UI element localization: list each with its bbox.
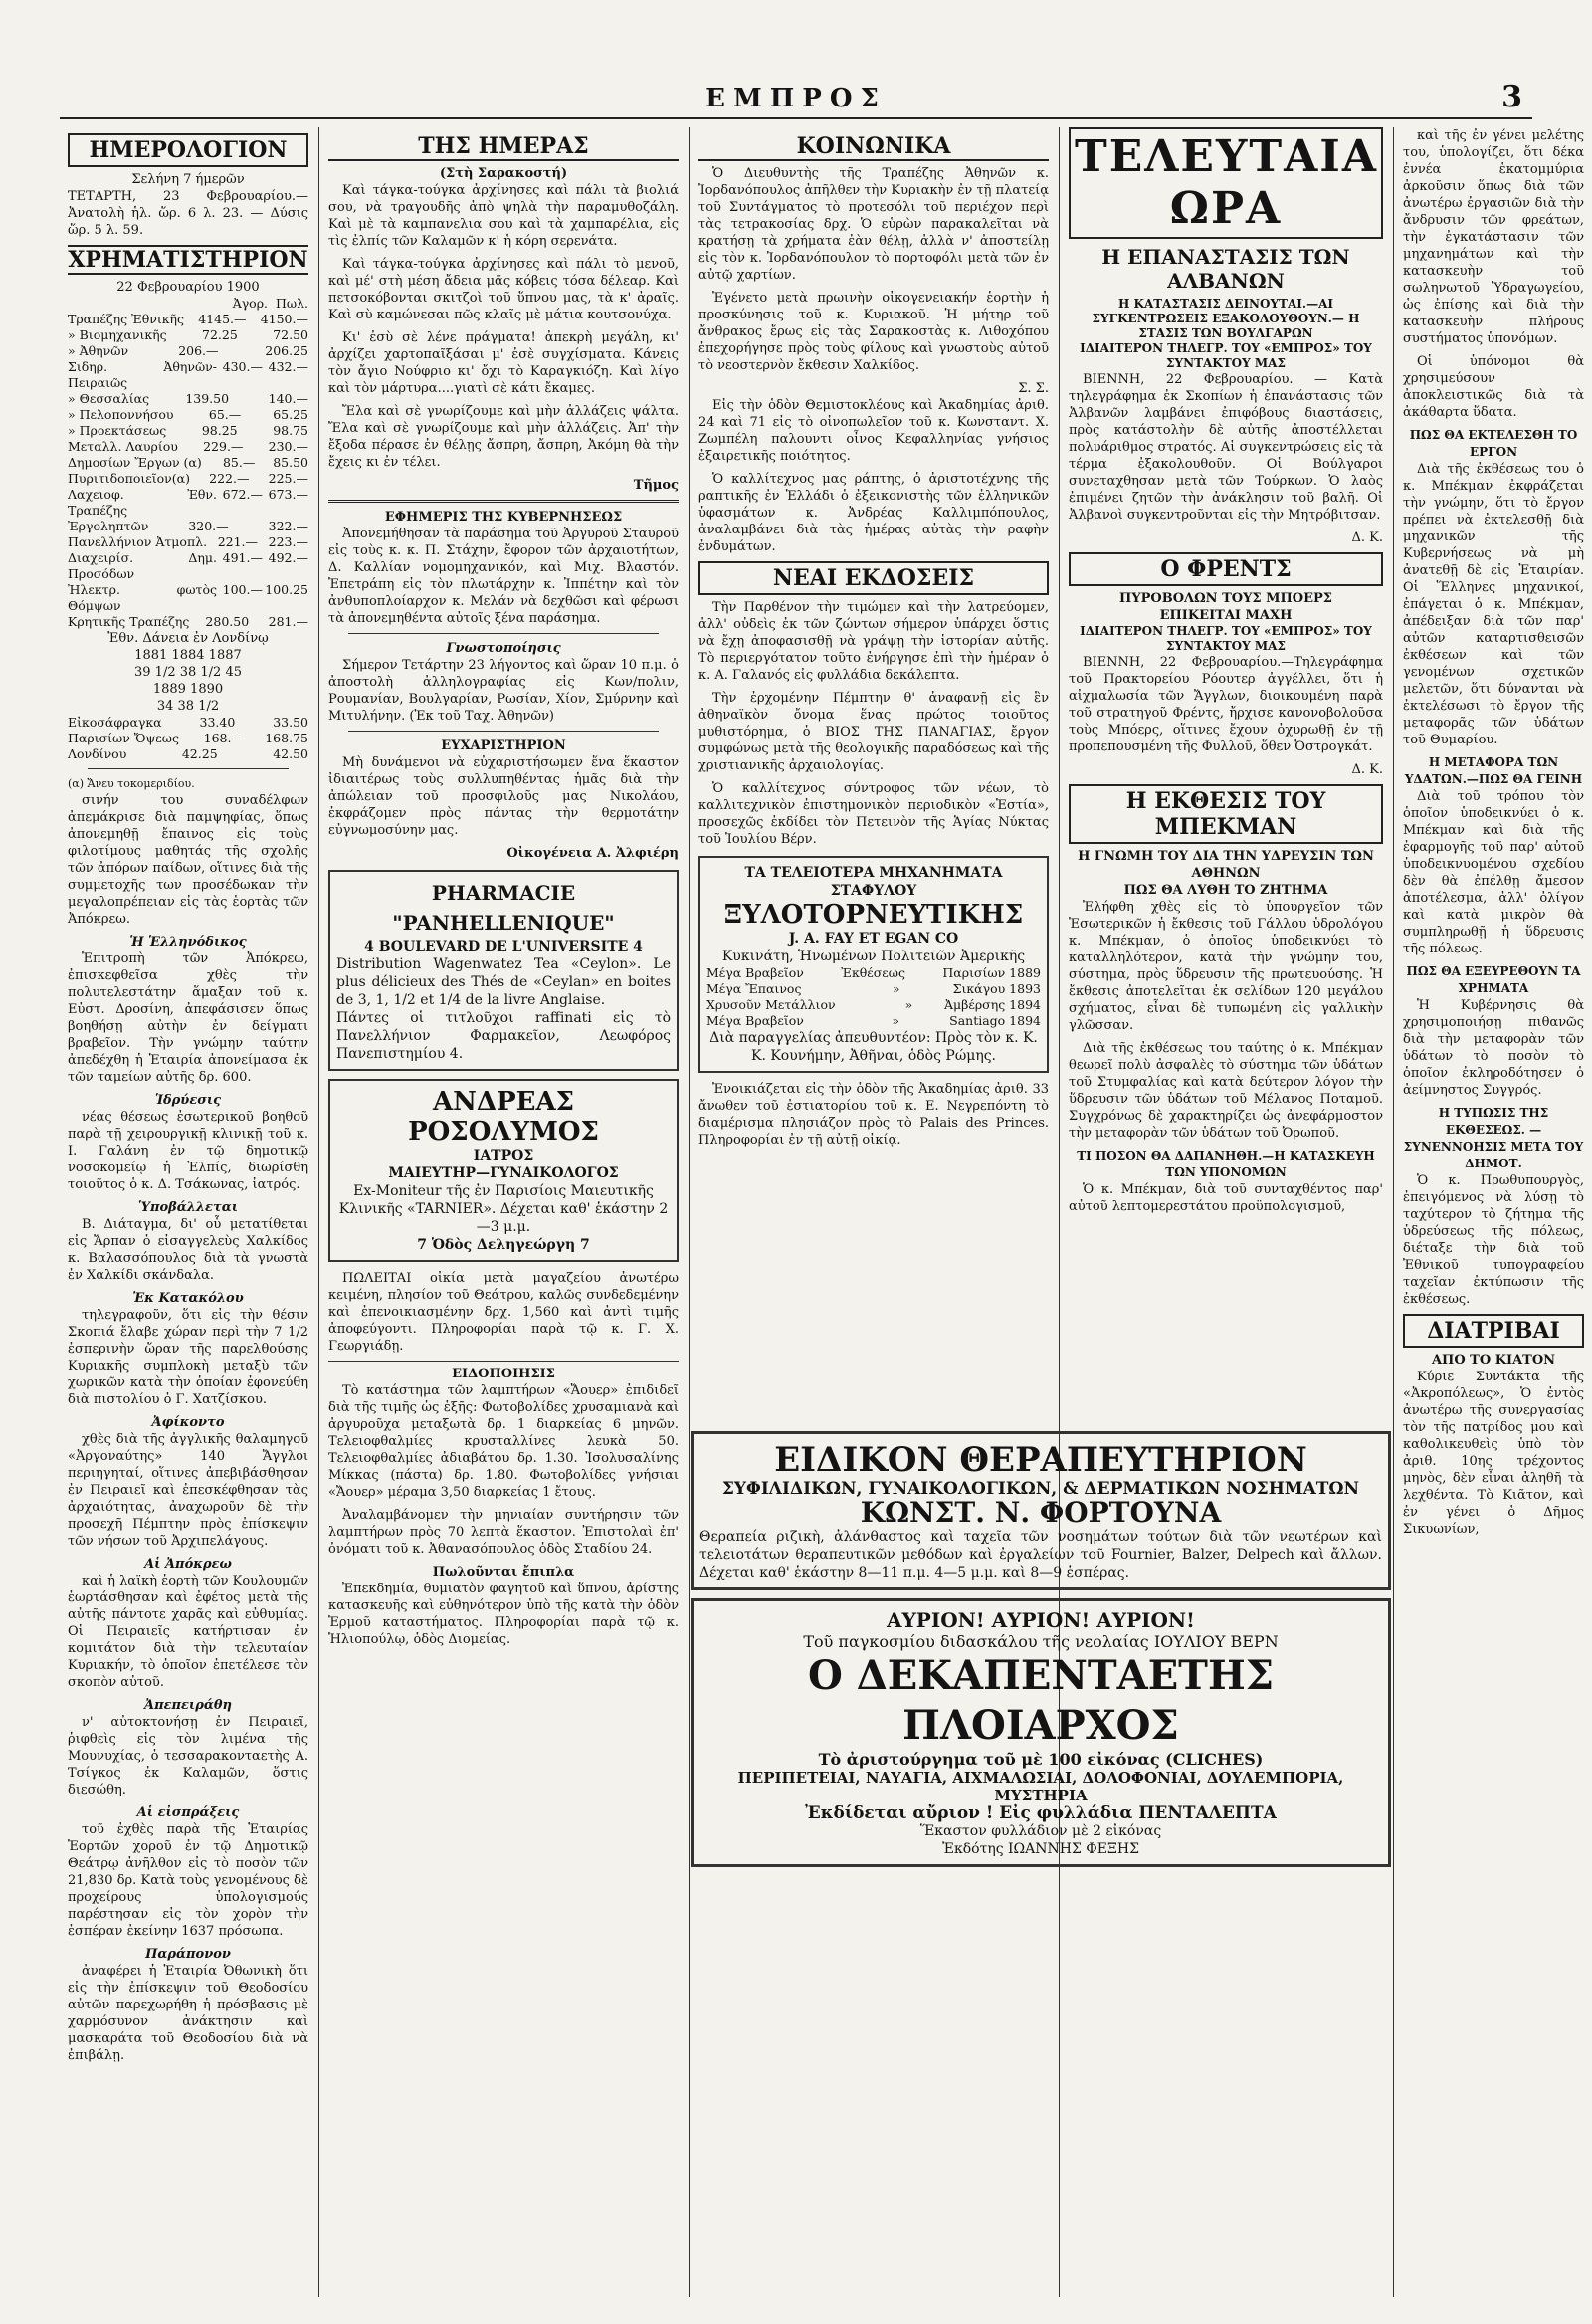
table-cell-value: 280.50 <box>205 614 250 629</box>
column-calendar-bourse <box>60 127 316 2297</box>
telegram-label: ΙΔΙΑΙΤΕΡΟΝ ΤΗΛΕΓΡ. ΤΟΥ «ΕΜΠΡΟΣ» ΤΟΥ ΣΥΝΤΑΚΤΟΥ ΜΑΣ <box>1080 624 1372 653</box>
table-row <box>68 312 308 327</box>
table-cell-value: 492.— <box>268 550 308 565</box>
machinery-title-2: ΞΥΛΟΤΟΡΝΕΥΤΙΚΗΣ <box>723 900 1024 930</box>
column-of-the-day <box>320 127 687 2297</box>
table-cell-value: 100.25 <box>265 582 308 597</box>
table-row <box>68 550 308 582</box>
news-heading: Ἀφίκοντο <box>151 1415 225 1430</box>
beckman-title: Η ΕΚΘΕΣΙΣ ΤΟΥ ΜΠΕΚΜΑΝ <box>1069 784 1383 844</box>
news-heading: Ἡ Ἑλληνόδικος <box>129 935 247 950</box>
verne-ad <box>691 1598 1391 1867</box>
editions-paragraph: Ὁ καλλίτεχνος σύντροφος τῶν νέων, τὸ καλλιτεχνικὸν ἐπιστημονικὸν περιοδικὸν «Ἑστία», προσεχῶς ἐκδίδει τὸν Πετεινὸν τῆς Ἁγίας Νύκτας τοῦ Ἰουλίου Βέρν. <box>698 781 1049 847</box>
table-cell-name: Σιδηρ. Ἀθηνῶν-Πειραιῶς <box>68 359 217 390</box>
table-cell-name: » Θεσσαλίας <box>68 391 150 406</box>
beckman-subtitle: Η ΓΝΩΜΗ ΤΟΥ ΔΙΑ ΤΗΝ ΥΔΡΕΥΣΙΝ ΤΩΝ ΑΘΗΝΩΝ <box>1078 849 1374 881</box>
bourse-date: 22 Φεβρουαρίου 1900 <box>116 280 260 295</box>
table-row <box>68 731 308 746</box>
table-cell-value: 4150.— <box>260 312 308 326</box>
diatribes-subtitle: ΑΠΟ ΤΟ ΚΙΑΤΟΝ <box>1431 1353 1556 1368</box>
table-cell-value: 98.25 <box>201 423 238 438</box>
header-rule <box>60 117 1532 119</box>
loans-title: Ἐθν. Δάνεια ἐν Λονδίνῳ <box>107 631 269 646</box>
poem-stanza: Ἔλα καὶ σὲ γνωρίζουμε καὶ μὴν ἀλλάζεις ψάλτα. Ἔλα καὶ σὲ γνωρίζουμε καὶ μὴν ἀλλάζεις. Ἀπ' τὴν ἔξοδα πέρασε ἐν θέλῃς ἄσπρη, ἄσπρη, Ἀκόμη θὰ τὴν ἔχεις κι ἐν τέλει. <box>328 404 679 470</box>
thanks-title: ΕΥΧΑΡΙΣΤΗΡΙΟΝ <box>441 739 566 753</box>
separator <box>348 633 659 634</box>
beckman-text: Διὰ τῆς ἐκθέσεως του ταύτης ὁ κ. Μπέκμαν θεωρεῖ πολὺ ἀσφαλὲς τὸ σύστημα τῶν ὑδάτων τοῦ Στυμφαλίας καὶ κατὰ δεύτερον λόγον τὴν ὕδρευσιν τῶν ὑδάτων τοῦ Μέλανος Ποταμοῦ. Συγχρόνως δὲ χαρακτηρίζει ὡς ἀνεφάρμοστον τὴν μεταφορὰν τῶν ὑδάτων τοῦ Ὀρωποῦ. <box>1069 1041 1383 1141</box>
notice-text: Ἀναλαμβάνομεν τὴν μηνιαίαν συντήρησιν τῶν λαμπτήρων πρὸς 70 λεπτὰ ἕκαστον. Ἐπιστολαὶ ἐπ' ὀνόματι τοῦ κ. Ἀθανασόπουλος ὁδὸς Σταδίου 24. <box>328 1508 679 1557</box>
column-last-hour <box>1061 127 1391 1411</box>
beckman-cont-text: Ὁ κ. Πρωθυπουργὸς, ἐπειγόμενος νὰ λύσῃ τὸ ταχύτερον τὸ ζήτημα τῆς ὑδρεύσεως τῆς πόλεως, διέταξε τὴν διὰ τοῦ Ἐθνικοῦ τυπογραφείου ταχεῖαν ἐκτύπωσιν τῆς ἐκθέσεως. <box>1403 1173 1584 1307</box>
last-hour-title: ΤΕΛΕΥΤΑΙΑ ΩΡΑ <box>1069 127 1383 239</box>
table-cell-name: Εἰκοσάφραγκα <box>68 715 162 730</box>
table-cell-value: 72.50 <box>273 327 308 342</box>
table-cell-name: Λαχειοφ. Ἐθν. Τραπέζης <box>68 487 217 518</box>
table-cell-name: Ἠλεκτρ. φωτὸς Θόμψων <box>68 582 217 613</box>
table-row <box>706 965 1041 981</box>
masthead: ΕΜΠΡΟΣ <box>705 84 887 113</box>
signature: Σ. Σ. <box>1018 381 1049 396</box>
news-heading: Ἐκ Κατακόλου <box>132 1291 244 1306</box>
editions-paragraph: Τὴν ἐρχομένην Πέμπτην θ' ἀναφανῇ εἰς ἓν ἀθηναϊκὸν ὄνομα ἕνας πρώτος τοιοῦτος μυθιστόρημα, ὁ ΒΙΟΣ ΤΗΣ ΠΑΝΑΓΙΑΣ, ἔργον συμφώνως μετὰ τῆς θεολογικῆς παραδόσεως καὶ τῆς χριστιανικῆς ἀρχαιολογίας. <box>698 691 1049 773</box>
news-paragraph: ν' αὐτοκτονήσῃ ἐν Πειραιεῖ, ῥιφθεὶς εἰς τὸν λιμένα τῆς Μουνυχίας, ὁ τεσσαρακονταετὴς Α. Τσίγκος ἐκ Καλαμῶν, ὅστις διεσώθη. <box>68 1715 308 1797</box>
machinery-title: ΤΑ ΤΕΛΕΙΟΤΕΡΑ ΜΗΧΑΝΗΜΑΤΑ ΣΤΑΦΥΛΟΥ <box>744 865 1003 899</box>
table-cell-name: Λονδίνου <box>68 746 127 761</box>
table-cell-value: 206.25 <box>265 343 308 358</box>
table-cell-value: 65.25 <box>273 407 308 422</box>
doctor-ad <box>328 1079 679 1262</box>
table-cell-value: 673.— <box>268 487 308 502</box>
clinic-subtitle: ΣΥΦΙΛΙΔΙΚΩΝ, ΓΥΝΑΙΚΟΛΟΓΙΚΩΝ, & ΔΕΡΜΑΤΙΚΩΝ ΝΟΣΗΜΑΤΩΝ <box>721 1479 1360 1499</box>
beckman-cont-text: Διὰ τοῦ τρόπου τὸν ὁποῖον ὑποδεικνύει ὁ κ. Μπέκμαν καὶ διὰ τῆς ἐφαρμογῆς τοῦ παρ' αὐτοῦ ὑποδεικνυομένου σχεδίου δὲν θὰ ἐπέλθῃ ἄμεσον ἀποτέλεσμα, ἀλλ' ὀλίγον καὶ κατὰ μικρὸν θὰ συμπληρωθῇ ἡ ὕδρευσις τῆς πόλεως. <box>1403 789 1584 956</box>
table-row <box>68 359 308 391</box>
news-paragraph: ἀναφέρει ἡ Ἑταιρία Ὀθωνικὴ ὅτι εἰς τὴν ἐπίσκεψιν τοῦ Θεοδοσίου αὐτῶν παρεχωρήθη ἡ πρόσβασις μὲ χαρμόσυνον ἀνάκτησιν καὶ μασκαράτα τοῦ Θεοδοσίου διὰ νὰ ἐπιβάλῃ. <box>68 1964 308 2063</box>
table-cell-name: Δημοσίων Ἔργων (α) <box>68 455 202 470</box>
clinic-doctor: ΚΩΝΣΤ. Ν. ΦΟΡΤΟΥΝΑ <box>860 1496 1222 1529</box>
table-row <box>68 327 308 343</box>
separator <box>348 731 659 732</box>
table-cell-name: Πυριτιδοποιεῖον(α) <box>68 471 190 486</box>
news-paragraph: καὶ ἡ λαϊκὴ ἑορτὴ τῶν Κουλουμῶν ἑωρτάσθησαν καὶ ἐφέτος μετὰ τῆς αὐτῆς πάντοτε χαρᾶς καὶ εὐθυμίας. Οἱ Πειραιεῖς κατήρτισαν ἐν κομιτάτον διὰ τὴν τελευταίαν Κυριακήν, τὸ ὁποῖον ἐπετέλεσε τὸν σκοπὸν αὐτοῦ. <box>68 1574 308 1690</box>
table-cell-name: Μέγα Βραβεῖον <box>706 1013 804 1028</box>
machinery-company: J. A. FAY ET EGAN CO <box>788 931 959 947</box>
signature: Δ. Κ. <box>1351 762 1383 777</box>
french-subtitle: ΠΥΡΟΒΟΛΩΝ ΤΟΥΣ ΜΠΟΕΡΣ <box>1119 591 1332 606</box>
table-cell-value: 33.50 <box>273 715 308 730</box>
table-row <box>68 343 308 359</box>
gazette-title: ΕΦΗΜΕΡΙΣ ΤΗΣ ΚΥΒΕΡΝΗΣΕΩΣ <box>384 510 623 525</box>
rent-ad: Ἐνοικιάζεται εἰς τὴν ὁδὸν τῆς Ἀκαδημίας ἀριθ. 33 ἄνωθεν τοῦ ἐστιατορίου τοῦ κ. Ε. Νεγρεπόντη τὸ διαμέρισμα πλησιάζον πρὸς τὸ Palais des Princes. Πληροφορίαι ἐν τῇ αὐτῇ οἰκίᾳ. <box>698 1082 1049 1148</box>
table-cell-value: 85.50 <box>273 455 308 470</box>
table-cell-value: 139.50 <box>185 391 230 406</box>
separator <box>88 768 289 769</box>
french-text: ΒΙΕΝΝΗ, 22 Φεβρουαρίου.—Τηλεγράφημα τοῦ Πρακτορείου Ρόουτερ ἀγγέλλει, ὅτι ἡ αἰχμαλωσία τῶν Ἄγγλων, διοικουμένη παρὰ τοῦ στρατηγοῦ Φρέντς, ἤρχισε κανονοβολοῦσα τοὺς Μπόερς, οἵτινες ἔχουν ὀχυρωθῇ ἐν τῇ προπεπουσμένη τῆς Φυλλοῦ, ὅθεν Ὀστρογκάτ. <box>1069 655 1383 754</box>
table-row <box>68 534 308 550</box>
column-rule <box>689 127 690 2297</box>
notice-title: Γνωστοποίησις <box>446 641 561 656</box>
table-cell-value: » <box>904 997 913 1012</box>
table-cell-name: » Ἀθηνῶν <box>68 343 129 358</box>
verne-publisher: Ἐκδότης ΙΩΑΝΝΗΣ ΦΕΞΗΣ <box>942 1841 1139 1857</box>
doctor-name: ΑΝΔΡΕΑΣ ΡΟΣΟΛΥΜΟΣ <box>408 1087 599 1147</box>
table-row <box>68 407 308 423</box>
verne-subtitle: Τοῦ παγκοσμίου διδασκάλου τῆς νεολαίας ΙΟΥΛΙΟΥ ΒΕΡΝ <box>803 1632 1279 1651</box>
bourse-table <box>68 312 308 630</box>
social-paragraph: Ὁ καλλίτεχνος μας ράπτης, ὁ ἀριστοτέχνης τῆς ραπτικῆς ἐν Ἑλλάδι ὁ ἐξεικονιστὴς τῶν ἑλληνικῶν ὑφασμάτων κ. Ἀνδρέας Καλλιμπόπουλος, ἀναλαμβάνει διὰ τὰς ἡμέρας αὐτὰς τὴν ραφὴν ἐνδυμάτων. <box>698 472 1049 554</box>
table-cell-value: 98.75 <box>273 423 308 438</box>
date-line: ΤΕΤΑΡΤΗ, 23 Φεβρουαρίου.—Ἀνατολὴ ἡλ. ὥρ. 6 λ. 23. — Δύσις ὥρ. 5 λ. 59. <box>68 189 308 238</box>
notice-text: Σήμερον Τετάρτην 23 λήγοντος καὶ ὥραν 10 π.μ. ὁ ἀποστολὴ ἀλληλογραφίας εἰς Κων/πολιν, Ρουμανίαν, Βουλγαρίαν, Ρωσίαν, Χίον, Σμύρνην καὶ Μιτυλήνην. (Ἐκ τοῦ Ταχ. Ἀθηνῶν) <box>328 658 679 724</box>
table-cell-value: 491.— <box>222 550 263 565</box>
table-cell-name: Μεταλλ. Λαυρίου <box>68 439 178 454</box>
beckman-text: Ὁ κ. Μπέκμαν, διὰ τοῦ συνταχθέντος παρ' αὐτοῦ λεπτομερεστάτου προϋπολογισμοῦ, <box>1069 1182 1383 1214</box>
new-editions-title: ΝΕΑΙ ΕΚΔΟΣΕΙΣ <box>698 561 1049 595</box>
table-row <box>706 981 1041 997</box>
page-number: 3 <box>1501 80 1522 114</box>
table-cell-value: 168.— <box>203 731 244 745</box>
news-heading: Ἱδρύεσις <box>154 1093 222 1108</box>
news-paragraph: τοῦ ἐχθὲς παρὰ τῆς Ἑταιρίας Ἑορτῶν χοροῦ ἐν τῷ Δημοτικῷ Θεάτρῳ ἀνῆλθον εἰς τὸ ποσὸν τῶν 21,830 δρ. Κατὰ τοὺς γενομένους δὲ προχείρους ὑπολογισμούς παρέστησαν εἰς τὸν χορὸν τὴν ἑσπέραν ἐκείνην 1637 πρόσωπα. <box>68 1822 308 1939</box>
beckman-cont-text: Διὰ τῆς ἐκθέσεως του ὁ κ. Μπέκμαν ἐκφράζεται τὴν γνώμην, ὅτι τὸ ἔργον πρέπει νὰ ἐκτελεσθῇ διὰ μηχανικῶν τῆς Κυβερνήσεως νὰ μὴ ἀνατεθῇ δὲ εἰς Ἑταιρίαν. Οἱ Ἕλληνες μηχανικοί, ἐπάγεται ὁ κ. Μπέκμαν, ἀπέδειξαν διὰ τῶν παρ' αὐτῶν καταρτισθεισῶν ἐκθέσεων καὶ τῶν γενομένων σχετικῶν μελετῶν, ὅτι δύνανται νὰ ἐκτελέσωσι τὸ ἔργον τῆς μεταφορᾶς τῶν ὑδάτων τοῦ Θυμαρίου. <box>1403 462 1584 747</box>
table-row <box>68 423 308 439</box>
doctor-text: Ex-Moniteur τῆς ἐν Παρισίοις Μαιευτικῆς Κλινικῆς «TARNIER». Δέχεται καθ' ἑκάστην 2—3 μ.μ. <box>338 1183 669 1235</box>
signature: Δ. Κ. <box>1351 530 1383 545</box>
pharmacy-note: Πάντες οἱ τιτλοῦχοι raffinati εἰς τὸ Πανελλήνιον Φαρμακεῖον, Λεωφόρος Πανεπιστημίου 4. <box>336 1010 671 1062</box>
col-head-buy: Ἀγορ. <box>232 296 269 311</box>
sale-ad: ΠΩΛΕΙΤΑΙ οἰκία μετὰ μαγαζείου ἀνωτέρω κειμένη, πλησίον τοῦ Θεάτρου, καλῶς συνδεδεμένην καὶ ἐπενοικιασμένην δρχ. 1,560 καὶ ἀντὶ τιμῆς ἀποφεύγοντι. Πληροφορίαι παρὰ τῷ κ. Γ. Χ. Γεωργιάδῃ. <box>328 1271 679 1354</box>
table-cell-value: 33.40 <box>199 715 236 730</box>
social-paragraph: Ἐγένετο μετὰ πρωινὴν οἰκογενειακήν ἑορτὴν ἡ προσκύνησις τοῦ κ. Κυριακοῦ. Ἡ μήτηρ τοῦ ἄνθρακος ἔρως εἰς τὰς Σαρακοστὰς κ. Λιθοχόπου ἐπεχορήγησε πρὸς τοὺς φίλους καὶ γνωστοὺς αὐτοῦ τὸ νεοστερνὸν ἔκθεσιν Χαλκίδος. <box>698 291 1049 373</box>
exchange-table <box>68 715 308 762</box>
column-social <box>691 127 1057 1411</box>
table-cell-value: 281.— <box>268 614 308 629</box>
moon-phase: Σελήνη 7 ήμερῶν <box>131 172 245 187</box>
table-cell-name: Χρυσοῦν Μετάλλιον <box>706 997 836 1012</box>
table-cell-value: 320.— <box>188 519 229 533</box>
table-cell-name: Διαχειρίσ. Δημ. Προσόδων <box>68 550 217 581</box>
table-cell-value: 222.— <box>209 471 250 486</box>
table-cell-value: Σικάγου 1893 <box>952 981 1041 996</box>
verne-title: Ο ΔΕΚΑΠΕΝΤΑΕΤΗΣ ΠΛΟΙΑΡΧΟΣ <box>807 1652 1275 1749</box>
table-cell-value: 221.— <box>217 534 259 549</box>
beckman-cont-text: Ἡ Κυβέρνησις θὰ χρησιμοποιήσῃ πιθανῶς διὰ τὴν μεταφορὰν τῶν ὑδάτων τὸ ποσὸν τὸ ὁποῖον ἐκληροδότησεν ὁ ἀείμνηστος Συγγρός. <box>1403 998 1584 1098</box>
table-row <box>706 997 1041 1013</box>
doctor-specialty: ΜΑΙΕΥΤΗΡ—ΓΥΝΑΙΚΟΛΟΓΟΣ <box>388 1165 619 1181</box>
verne-tomorrow: ΑΥΡΙΟΝ! ΑΥΡΙΟΝ! ΑΥΡΙΟΝ! <box>887 1608 1195 1632</box>
column-rule <box>1393 127 1394 2297</box>
machinery-city: Κυκινάτη, Ἡνωμένων Πολιτειῶν Ἀμερικῆς <box>721 949 1026 964</box>
news-paragraph: Ἐπιτροπὴ τῶν Ἀπόκρεω, ἐπισκεφθεῖσα χθὲς τὴν πολυτελεστάτην ἅμαξαν τοῦ κ. Εὐστ. Δροσίνη, ἀπεφάσισεν ὅπως βοηθήσῃ αὐτὴν ἐν δείγματι βραβεῖον. Τὴν γνώμην ταύτην ἀπεδέχθη ἡ Ἑταιρία ἀπονείμασα ἐκ τῶν ταμείων αὐτῆς δρ. 600. <box>68 951 308 1085</box>
table-row <box>68 614 308 630</box>
revolt-subtitle: Η ΚΑΤΑΣΤΑΣΙΣ ΔΕΙΝΟΥΤΑΙ.—ΑΙ ΣΥΓΚΕΝΤΡΩΣΕΙΣ ΕΞΑΚΟΛΟΥΘΟΥΝ.— Η ΣΤΑΣΙΣ ΤΩΝ ΒΟΥΛΓΑΡΩΝ <box>1092 297 1360 340</box>
table-cell-value: 225.— <box>268 471 308 486</box>
table-cell-value: 223.— <box>268 534 308 549</box>
poem-stanza: Καὶ τάγκα-τούγκα ἀρχίνησες καὶ πάλι τὸ μενοῦ, καὶ μέ' στὴ μέση ἄδεια μᾶς κόβεις τόσα δέλεαρ. Καὶ πετσοκόβονται σκιτζοὶ τοῦ ὕπνου μας, τὰ κ' ἀραῖς. Καὶ σὺ καμώνεσαι πῶς κλαῖς μὲ μάτια κουτσονύχα. <box>328 257 679 322</box>
news-paragraph: τηλεγραφοῦν, ὅτι εἰς τὴν θέσιν Σκοπιά ἔλαβε χώραν περὶ τὴν 7 1/2 ἑσπερινὴν ὥραν τῆς παρελθούσης Κυριακῆς συμπλοκὴ μεταξὺ τῶν χωρικῶν κατὰ τὴν ὁποίαν ἐφονεύθη διὰ πιστολίου ὁ Γ. Χατζίσκου. <box>68 1308 308 1407</box>
table-cell-value: » <box>892 981 900 996</box>
social-paragraph: Εἰς τὴν ὁδὸν Θεμιστοκλέους καὶ Ἀκαδημίας ἀριθ. 24 καὶ 71 εἰς τὸ οἰνοπωλεῖον τοῦ κ. Κωνσταντ. Χ. Ζωμπέλη παλουντι οἶνος Κεφαλληνίας γνήσιος ἐξαιρετικῆς ποιότητος. <box>698 398 1049 464</box>
news-paragraph: Β. Διάταγμα, δι' οὗ μετατίθεται εἰς Ἄρπαν ὁ εἰσαγγελεὺς Χαλκίδος κ. Βαλασσόπουλος διὰ τὰ γνωστὰ ἐν Χαλκίδι σκάνδαλα. <box>68 1217 308 1283</box>
news-heading: Ἀπεπειράθη <box>144 1698 232 1713</box>
loans-values-2: 34 38 1/2 <box>156 699 220 714</box>
beckman-text: Ἐλήφθη χθὲς εἰς τὸ ὑπουργεῖον τῶν Ἐσωτερικῶν ἡ ἔκθεσις τοῦ Γάλλου ὑδρολόγου κ. Μπέκμαν, ὁ ὁποῖος ὑποδεικνύει τὸ καταλληλότερον, κατὰ τὴν γνώμην του, σύστημα, πρὸς ὕδρευσιν τῆς πρωτευούσης. Ἡ ἔκθεσις ἀποτελεῖται ἐκ σελίδων 120 μεγάλου σχήματος, εἶναι δὲ τυπωμένη εἰς γαλλικὴν γλῶσσαν. <box>1069 900 1383 1033</box>
table-cell-value: 432.— <box>268 359 308 374</box>
french-title: Ο ΦΡΕΝΤΣ <box>1069 552 1383 586</box>
separator <box>328 500 679 503</box>
table-cell-value: 72.25 <box>202 327 238 342</box>
news-paragraph: σινήν του συναδέλφων ἀπεμάκρισε διὰ παμψηφίας, ὅπως ἀπονεμηθῇ ἔπαινος εἰς τοὺς φιλοτίμους μαθητάς τῆς σχολῆς τῶν ἀπόρων παίδων, οἵτινες διὰ τῆς συμμετοχῆς των προσέδωκαν τὴν μεγαλοπρέπειαν εἰς τὰς ἑορτὰς τῶν Ἀπόκρεω. <box>68 793 308 927</box>
telegram-label: ΙΔΙΑΙΤΕΡΟΝ ΤΗΛΕΓΡ. ΤΟΥ «ΕΜΠΡΟΣ» ΤΟΥ ΣΥΝΤΑΚΤΟΥ ΜΑΣ <box>1080 341 1372 370</box>
beckman-cont-text: Οἱ ὑπόνομοι θὰ χρησιμεύσουν ἀποκλειστικῶς διὰ τὰ ἀκάθαρτα ὕδατα. <box>1403 354 1584 420</box>
verne-illustrations: Τὸ ἀριστούργημα τοῦ μὲ 100 εἰκόνας (CLICHES) <box>818 1750 1264 1769</box>
editions-paragraph: Τὴν Παρθένον τὴν τιμώμεν καὶ τὴν λατρεύομεν, ἀλλ' οὐδεὶς ἐκ τῶν ζώντων σήμερον ὑπάρχει ὅστις νὰ ἔχῃ ἀποφασισθῇ νὰ γράψῃ τὴν ἱστορίαν αὐτῆς. Τὸ περιεργότατον τοῦτο ἐνήργησε ἐπὶ τὴν ἡμέραν ὁ κ. Α. Γαλανός εἰς φυλλάδια δεκάλεπτα. <box>698 600 1049 683</box>
clinic-text: Θεραπεία ριζικὴ, ἀλάνθαστος καὶ ταχεῖα τῶν νοσημάτων τούτων διὰ τῶν νεωτέρων καὶ τελειοτάτων θεραπευτικῶν μεθόδων καὶ ἐργαλείων τοῦ Fournier, Balzer, Delpech καὶ ἄλλων. Δέχεται καθ' ἑκάστην 8—11 π.μ. 4—5 μ.μ. καὶ 8—9 ἑσπέρας. <box>699 1529 1382 1581</box>
table-cell-value: 672.— <box>222 487 263 502</box>
table-row <box>68 455 308 471</box>
table-cell-value: 4145.— <box>198 312 247 326</box>
table-cell-name: Μέγα Βραβεῖον <box>706 965 804 980</box>
table-row <box>68 487 308 519</box>
poem-signature: Τῆμος <box>633 478 679 493</box>
table-row <box>68 391 308 407</box>
col-head-sell: Πωλ. <box>276 296 308 311</box>
diatribes-text: Κύριε Συντάκτα τῆς «Ἀκροπόλεως», Ὁ ἐντὸς ἀνωτέρω τῆς συνεργασίας τὸν τῆς πατρίδος μου καὶ καθολικευθεὶς ὑπὸ τὸν ἀριθ. 10ης τρέχοντος μηνὸς, δὲν εἶναι ἀληθῆ τὰ λεχθέντα. Τὸ Κιᾶτον, καὶ ἐν γένει ὁ Δῆμος Σικυωνίων, <box>1403 1370 1584 1537</box>
section-title: ΚΟΙΝΩΝΙΚΑ <box>698 133 1049 161</box>
subheading: Η ΤΥΠΩΣΙΣ ΤΗΣ ΕΚΘΕΣΕΩΣ. — ΣΥΝΕΝΝΟΗΣΙΣ ΜΕΤΑ ΤΟΥ ΔΗΜΟΤ. <box>1403 1106 1584 1170</box>
subheading: ΠΩΣ ΘΑ ΕΞΕΥΡΕΘΟΥΝ ΤΑ ΧΡΗΜΑΤΑ <box>1406 964 1581 995</box>
loans-years-2: 1889 1890 <box>152 682 224 697</box>
column-beckman-cont <box>1395 127 1592 2297</box>
table-cell-name: Μέγα Ἔπαινος <box>706 981 802 996</box>
table-cell-value: » <box>892 1013 899 1028</box>
social-paragraph: Ὁ Διευθυντὴς τῆς Τραπέζης Ἀθηνῶν κ. Ἰορδανόπουλος ἀπῆλθεν τὴν Κυριακὴν ἐν τῇ πλατείᾳ τοῦ Συντάγματος τὸ προτεσόλι τοῦ περιέχον περὶ τὰς τετρακοσίας δρχ. Ὁ εὑρὼν παρακαλεῖται νὰ κρατήσῃ τὰ χρήματα ἐὰν θέλῃ, ἀλλὰ ν' ἀποστείλῃ εἰς τὸν κ. Ἰορδανόπουλον τὸ πορτοφόλι μετὰ τῶν ἐν αὐτῷ χαρτίων. <box>698 166 1049 283</box>
table-cell-value: 430.— <box>222 359 263 374</box>
table-cell-name: Κρητικῆς Τραπέζης <box>68 614 190 629</box>
clinic-title: ΕΙΔΙΚΟΝ ΘΕΡΑΠΕΥΤΗΡΙΟΝ <box>774 1440 1307 1480</box>
wide-ads <box>691 1423 1391 1875</box>
table-cell-value: 140.— <box>268 391 308 406</box>
thanks-text: Μὴ δυνάμενοι νὰ εὐχαριστήσωμεν ἕνα ἕκαστον ἰδιαιτέρως τοὺς συλλυπηθέντας ἡμᾶς διὰ τὴν ἀπώλειαν τοῦ προσφιλοῦς μας Νικολάου, ἐκφράζομεν πρὸς πάντας τὴν θερμοτάτην εὐγνωμοσύνην μας. <box>328 755 679 838</box>
table-cell-value: 168.75 <box>265 731 308 745</box>
column-rule <box>1059 127 1060 2297</box>
table-cell-value: Santiago 1894 <box>949 1013 1041 1028</box>
calendar-title: ΗΜΕΡΟΛΟΓΙΟΝ <box>68 133 308 167</box>
table-cell-name: » Βιομηχανικῆς <box>68 327 167 342</box>
bourse-title: ΧΡΗΜΑΤΙΣΤΗΡΙΟΝ <box>68 247 308 273</box>
table-cell-name: Πανελλήνιον Ἀτμοπλ. <box>68 534 208 549</box>
verne-publication: Ἐκδίδεται αὔριον ! Εἰς φυλλάδια ΠΕΝΤΑΛΕΠΤΑ <box>805 1803 1277 1823</box>
poem-subtitle: (Στὴ Σαρακοστή) <box>439 166 568 181</box>
thanks-signature: Οἰκογένεια Α. Ἀλφιέρη <box>506 846 679 861</box>
machinery-ad <box>698 856 1049 1073</box>
table-cell-value: Ἀμβέρσης 1894 <box>943 997 1041 1012</box>
subheading: Η ΜΕΤΑΦΟΡΑ ΤΩΝ ΥΔΑΤΩΝ.—ΠΩΣ ΘΑ ΓΕΙΝΗ <box>1404 755 1583 786</box>
news-paragraph: νέας θέσεως ἐσωτερικοῦ βοηθοῦ παρὰ τῇ χειρουργικῇ κλινικῇ τοῦ κ. Ι. Γαλάνη ἐν τῷ δημοτικῷ νοσοκομείῳ ἡ Ἑλπίς, διωρίσθη τοιοῦτος ὁ κ. Δ. Τσάκωνας, ἰατρός. <box>68 1110 308 1192</box>
table-cell-value: 206.— <box>178 343 219 358</box>
section-title: ΤΗΣ ΗΜΕΡΑΣ <box>328 133 679 161</box>
beckman-subtitle-2: ΠΩΣ ΘΑ ΛΥΘΗ ΤΟ ΖΗΤΗΜΑ <box>1123 883 1328 898</box>
beckman-cont-text: καὶ τῆς ἐν γένει μελέτης του, ὑπολογίζει, ὅτι δέκα ἐννέα ἑκατομμύρια ἀρκοῦσιν ὅπως διὰ τῶν ἀνωτέρω ἐργασιῶν διὰ τὴν ἄνδρυσιν τῶν φρεάτων, τὴν ἐγκατάστασιν τῶν μηχανημάτων καὶ τὴν κατασκευὴν τοῦ σωληνωτοῦ Ὑδραγωγείου, ὡς ἐπίσης καὶ διὰ τὴν κατασκευὴν πλήρους συστήματος ὑπονόμων. <box>1403 128 1584 346</box>
news-paragraph: χθὲς διὰ τῆς ἀγγλικῆς θαλαμηγοῦ «Ἀργοναύτης» 140 Ἄγγλοι περιηγηταί, οἵτινες ἀπεβιβάσθησαν ἐν Πειραιεῖ καὶ ἐπεσκέφθησαν τὰς ἀρχαιότητας, ἀναχωροῦν δὲ τὴν προσεχῆ Πέμπτην πρὸς ἐπίσκεψιν τῶν νήσων τοῦ Ἀρχιπελάγους. <box>68 1432 308 1549</box>
beckman-subtitle-3: ΤΙ ΠΟΣΟΝ ΘΑ ΔΑΠΑΝΗΘΗ.—Η ΚΑΤΑΣΚΕΥΗ ΤΩΝ ΥΠΟΝΟΜΩΝ <box>1077 1149 1375 1179</box>
page-header <box>0 0 1592 119</box>
news-heading: Αἱ εἰσπράξεις <box>136 1805 240 1820</box>
machinery-note: Διὰ παραγγελίας ἀπευθυντέον: Πρὸς τὸν κ. Κ. Κ. Κουνήμην, Ἀθῆναι, ὁδὸς Ρώμης. <box>709 1030 1038 1064</box>
news-heading: Αἱ Ἀπόκρεω <box>144 1557 232 1572</box>
pharmacy-text: Distribution Wagenwatez Tea «Ceylon». Le plus délicieux des Thés de «Ceylan» en boites de 3, 1, 1/2 et 1/4 de la livre Anglaise. <box>336 956 671 1008</box>
notice-title: ΕΙΔΟΠΟΙΗΣΙΣ <box>328 1361 679 1382</box>
pharmacy-title: PHARMACIE "PANHELLENIQUE" <box>392 881 615 935</box>
bourse-heads <box>68 296 308 312</box>
footnote: (α) Ἄνευ τοκομεριδίου. <box>68 777 195 790</box>
column-rule <box>318 127 319 2297</box>
news-heading: Παράπονον <box>145 1947 231 1962</box>
furniture-title: Πωλοῦνται ἔπιπλα <box>432 1565 575 1580</box>
table-row <box>68 746 308 762</box>
table-cell-value: 230.— <box>268 439 308 454</box>
table-cell-name: Παρισίων Ὄψεως <box>68 731 179 745</box>
table-row <box>68 582 308 614</box>
french-subtitle-2: ΕΠΙΚΕΙΤΑΙ ΜΑΧΗ <box>1159 608 1293 623</box>
loans-years: 1881 1884 1887 <box>134 648 242 663</box>
pharmacy-address: 4 BOULEVARD DE L'UNIVERSITE 4 <box>364 939 643 954</box>
table-cell-value: 85.— <box>222 455 256 470</box>
table-cell-name: » Πελοποννήσου <box>68 407 174 422</box>
table-cell-value: 42.25 <box>181 746 218 761</box>
revolt-text: ΒΙΕΝΝΗ, 22 Φεβρουαρίου. — Κατὰ τηλεγράφημα ἐκ Σκοπίων ἡ ἐπανάστασις τῶν Ἀλβανῶν λαμβάνει ἐπιφόβους διαστάσεις, πρὸς κατάστολὴν δὲ αὐτῆς ἀποστέλλεται πολυάριθμος στρατός. Αἱ συγκεντρώσεις εἰς τὰ τέρμα ἐξακολουθοῦν. Οἱ Βούλγαροι συνεταχθησαν μετὰ τῶν Τούρκων. Ὁ λαὸς ἐπιμένει ζητῶν τὴν ἀνάκλησιν τοῦ βαλῆ. Οἱ Ἀλβανοὶ συγκεντροῦνται εἰς τὴν Μητρόβιτσαν. <box>1069 372 1383 523</box>
verne-genres: ΠΕΡΙΠΕΤΕΙΑΙ, ΝΑΥΑΓΙΑ, ΑΙΧΜΑΛΩΣΙΑΙ, ΔΟΛΟΦΟΝΙΑΙ, ΔΟΥΛΕΜΠΟΡΙΑ, ΜΥΣΤΗΡΙΑ <box>737 1769 1344 1804</box>
table-row <box>68 439 308 455</box>
loans-values: 39 1/2 38 1/2 45 <box>134 665 242 680</box>
poem-stanza: Καὶ τάγκα-τούγκα ἀρχίνησες καὶ πάλι τὰ βιολιά σου, νὰ τραγουδῆς ἀπὸ ψηλὰ τὴν παραμυθοζάλη. Καὶ μὲ τὰ καμπανελια σου καὶ τὰ χαμπαρέλια, εἰς τὶς ἐλπίς τῶν Καλαμῶν κ' ἡ κόρη σερενάτα. <box>328 183 679 249</box>
table-cell-name: » Προεκτάσεως <box>68 423 167 438</box>
clinic-ad <box>691 1431 1391 1590</box>
table-cell-name: Τραπέζης Ἐθνικῆς <box>68 312 185 326</box>
revolt-title: Η ΕΠΑΝΑΣΤΑΣΙΣ ΤΩΝ ΑΛΒΑΝΩΝ <box>1101 245 1350 293</box>
table-cell-value: 42.50 <box>273 746 308 761</box>
table-cell-name: Ἐργοληπτῶν <box>68 519 149 533</box>
table-cell-value: 100.— <box>222 582 263 597</box>
doctor-role: ΙΑΤΡΟΣ <box>473 1148 534 1163</box>
table-cell-value: Ἐκθέσεως <box>841 965 905 980</box>
table-cell-value: 65.— <box>208 407 242 422</box>
news-heading: Ὑποβάλλεται <box>138 1200 238 1215</box>
furniture-text: Ἐπεκδημία, θυμιατὸν φαγητοῦ καὶ ὕπνου, ἀρίστης κατασκευῆς καὶ εὐθηνότερον ὑπὸ τῆς κατὰ τὴν ὁδὸν Ἑρμοῦ καταστήματος. Πληροφορίαι παρὰ τῷ κ. Ἡλιοπούλῳ, ὁδὸς Διομείας. <box>328 1582 679 1647</box>
table-row <box>68 519 308 534</box>
pharmacy-ad <box>328 870 679 1071</box>
gazette-text: Ἀπονεμήθησαν τὰ παράσημα τοῦ Ἀργυροῦ Σταυροῦ εἰς τοὺς κ. κ. Π. Στάχην, ἔφορον τῶν ἀρχαιοτήτων, Δ. Καλλίαν νομομηχανικόν, καὶ Μιχ. Βλαστόν. Ἐπετράπη εἰς τὸν πλωτάρχην κ. Ἰππέτην καὶ τὸν ἀνθυποπλοίαρχον κ. Μελάν νὰ δεχθῶσι καὶ φέρωσι τὰ ἀπονεμηθέντα αὐτοῖς ξένα παράσημα. <box>328 527 679 626</box>
doctor-address: 7 Ὁδὸς Δεληγεώργη 7 <box>417 1237 590 1253</box>
table-row <box>68 471 308 487</box>
table-row <box>68 715 308 731</box>
subheading: ΠΩΣ ΘΑ ΕΚΤΕΛΕΣΘΗ ΤΟ ΕΡΓΟΝ <box>1409 428 1578 459</box>
notice-text: Τὸ κατάστημα τῶν λαμπτήρων «Ἄουερ» ἐπιδιδεῖ διὰ τῆς τιμῆς ὡς ἑξῆς: Φωτοβολίδες χρυσαμιανὰ καὶ ἀργυροῦχα μεταξωτὰ δρ. 1 διαρκείας 6 μηνῶν. Τελειοφθαλμίες κρυσταλλίνες λευκὰ 50. Τελειοφθαλμίες ἀδιαβάτου δρ. 1.30. Ἰσολυσαλίνης Μίκκας (πάστα) δρ. 1.80. Φωτοβολίδες γνήσιαι «Ἄουερ» μέραμα 3,50 διαρκείας 1 ἔτους. <box>328 1383 679 1500</box>
awards-list <box>706 965 1041 1029</box>
table-cell-value: Παρισίων 1889 <box>942 965 1041 980</box>
table-cell-value: 322.— <box>268 519 308 533</box>
verne-each: Ἕκαστον φυλλάδιον μὲ 2 εἰκόνας <box>919 1823 1162 1839</box>
diatribes-title: ΔΙΑΤΡΙΒΑΙ <box>1403 1314 1584 1348</box>
poem-stanza: Κι' ἐσὺ σὲ λένε πράγματα! ἀπεκρὴ μεγάλη, κι' ἀρχίζει χαρτοπαῖξάσαι μ' ἐσὲ συγχίσματα. Κάνεις τὸν ἄγιο Νούφριο κι' ὄχι τὸ Καραγκιόζη. Καὶ λίγο καὶ τὸν μάρτυρα....γιατὶ σὲ κάτι ἔκαμες. <box>328 330 679 396</box>
table-row <box>706 1013 1041 1029</box>
table-cell-value: 229.— <box>203 439 244 454</box>
